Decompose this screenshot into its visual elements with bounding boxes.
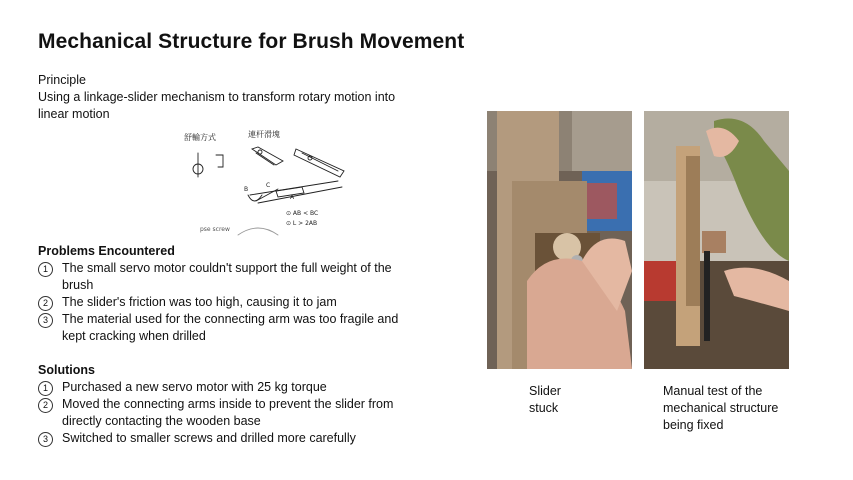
solutions-list: [38, 379, 418, 447]
sketch-point-b: B: [244, 186, 249, 193]
solution-text: Purchased a new servo motor with 25 kg torque: [62, 380, 327, 394]
list-item: [38, 379, 418, 396]
sketch-eq-1: ⊙ AB < BC: [286, 210, 319, 217]
manual-test-caption: Manual test of the mechanical structure being fixed: [663, 384, 779, 432]
problem-text: The material used for the connecting arm was too fragile and kept cracking when drilled: [62, 312, 399, 343]
list-item: [38, 311, 418, 345]
principle-text: Using a linkage-slider mechanism to transform rotary motion into linear motion: [38, 90, 396, 121]
list-item: [38, 430, 418, 447]
problems-list: [38, 260, 418, 345]
number-badge: 1: [38, 381, 53, 396]
slide-title: Mechanical Structure for Brush Movement: [38, 30, 465, 53]
problem-text: The small servo motor couldn't support the full weight of the brush: [62, 261, 392, 292]
sketch-note-top-right: 連杆滑塊: [248, 130, 280, 139]
number-badge: 2: [38, 296, 53, 311]
solutions-heading: Solutions: [38, 363, 95, 377]
number-badge: 3: [38, 432, 53, 447]
sketch-point-a: A: [290, 194, 295, 201]
sketch-note-top-left: 舒輸方式: [184, 133, 216, 142]
slider-stuck-photo: [487, 111, 632, 369]
list-item: [38, 294, 418, 311]
number-badge: 3: [38, 313, 53, 328]
sketch-note-bottom: pse screw: [200, 226, 230, 233]
principle-label: Principle: [38, 73, 86, 87]
linkage-sketch: [178, 125, 358, 237]
problems-heading: Problems Encountered: [38, 244, 175, 258]
slider-stuck-caption: Slider stuck: [529, 384, 561, 415]
problems-section: [38, 243, 418, 345]
number-badge: 2: [38, 398, 53, 413]
list-item: [38, 396, 418, 430]
solutions-section: [38, 362, 418, 447]
solution-text: Switched to smaller screws and drilled more carefully: [62, 431, 356, 445]
manual-test-photo: [644, 111, 789, 369]
principle-block: [38, 72, 418, 123]
solution-text: Moved the connecting arms inside to prevent the slider from directly contacting the wooden base: [62, 397, 394, 428]
problem-text: The slider's friction was too high, causing it to jam: [62, 295, 337, 309]
list-item: [38, 260, 418, 294]
sketch-eq-2: ⊙ L > 2AB: [286, 220, 318, 227]
number-badge: 1: [38, 262, 53, 277]
sketch-point-c: C: [266, 182, 271, 189]
